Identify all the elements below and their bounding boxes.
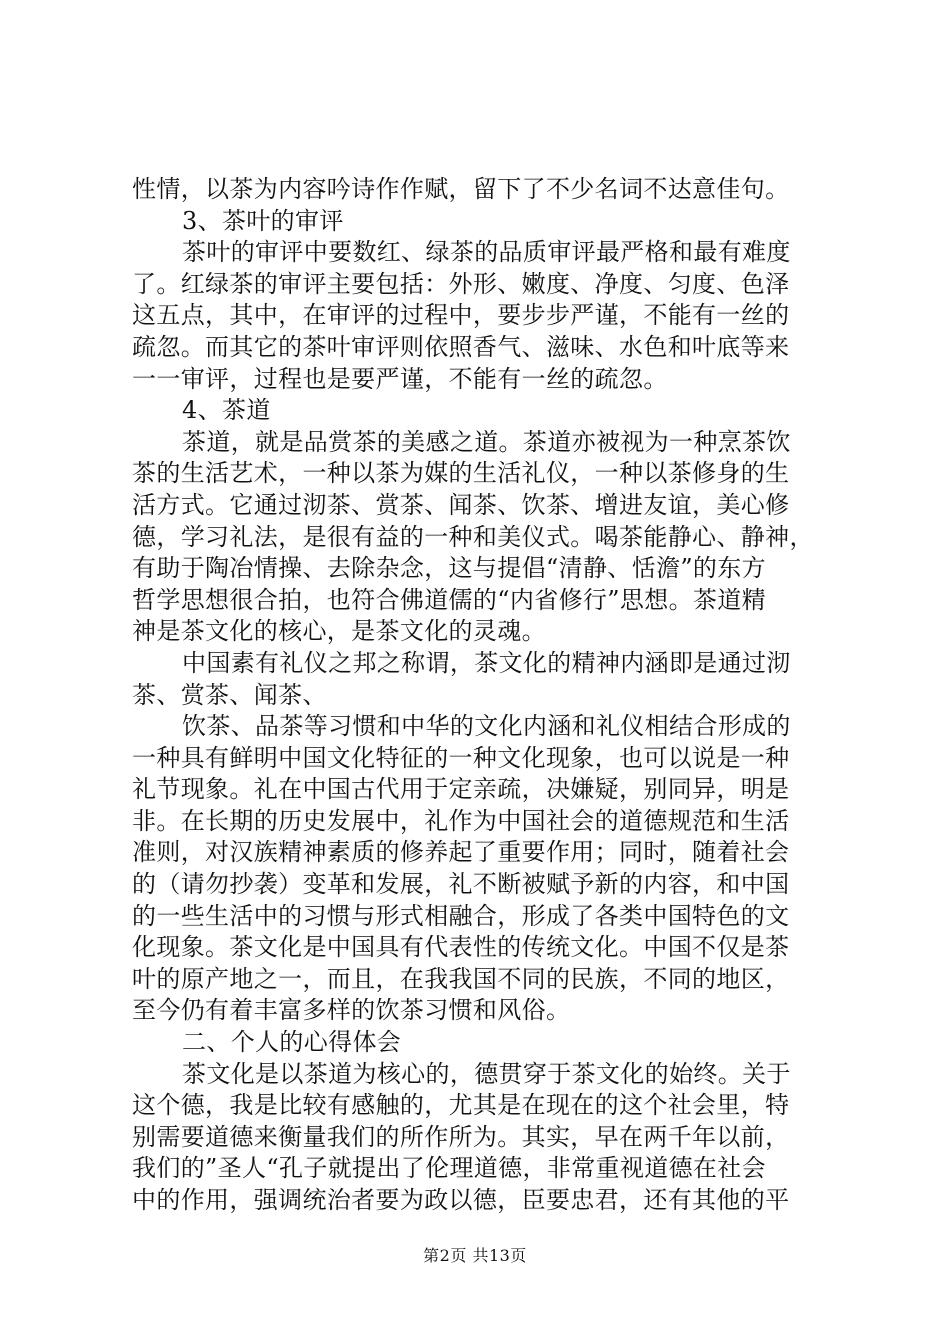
text-line: 的一些生活中的习惯与形式相融合，形成了各类中国特色的文	[132, 901, 790, 930]
text-line: 茶道，就是品赏茶的美感之道。茶道亦被视为一种烹茶饮	[182, 427, 791, 456]
text-line: 哲学思想很合拍，也符合佛道儒的“内省修行”思想。茶道精	[132, 585, 766, 614]
text-line: 中国素有礼仪之邦之称谓，茶文化的精神内涵即是通过沏	[182, 648, 791, 677]
text-line: 中的作用，强调统治者要为政以德，臣要忠君，还有其他的平	[132, 1186, 790, 1214]
text-line: 饮茶、品茶等习惯和中华的文化内涵和礼仪相结合形成的	[182, 712, 791, 741]
text-line: 茶的生活艺术，一种以茶为媒的生活礼仪，一种以茶修身的生	[132, 459, 790, 488]
text-line: 别需要道德来衡量我们的所作所为。其实，早在两千年以前，	[132, 1122, 790, 1151]
text-line: 我们的”圣人“孔子就提出了伦理道德，非常重视道德在社会	[132, 1154, 766, 1183]
text-line: 4、茶道	[182, 396, 271, 425]
text-line: 至今仍有着丰富多样的饮茶习惯和风俗。	[132, 996, 571, 1025]
text-line: 神是茶文化的核心，是茶文化的灵魂。	[132, 617, 546, 646]
text-line: 3、茶叶的审评	[182, 206, 344, 235]
text-line: 这个德，我是比较有感触的，尤其是在现在的这个社会里，特	[132, 1091, 790, 1120]
document-body	[132, 174, 832, 1217]
text-line: 一种具有鲜明中国文化特征的一种文化现象，也可以说是一种	[132, 743, 790, 772]
text-line: 准则，对汉族精神素质的修养起了重要作用；同时，随着社会	[132, 838, 790, 867]
text-line: 这五点，其中，在审评的过程中，要步步严谨，不能有一丝的	[132, 301, 790, 330]
text-line: 疏忽。而其它的茶叶审评则依照香气、滋味、水色和叶底等来	[132, 332, 790, 361]
text-line: 叶的原产地之一，而且，在我我国不同的民族，不同的地区，	[132, 964, 790, 993]
text-line: 了。红绿茶的审评主要包括：外形、嫩度、净度、匀度、色泽	[132, 269, 790, 298]
text-line: 活方式。它通过沏茶、赏茶、闻茶、饮茶、增进友谊，美心修	[132, 490, 790, 519]
text-line: 茶文化是以茶道为核心的，德贯穿于茶文化的始终。关于	[182, 1059, 791, 1088]
text-line: 德，学习礼法，是很有益的一种和美仪式。喝茶能静心、静神，	[132, 522, 814, 551]
text-line: 性情，以茶为内容吟诗作作赋，留下了不少名词不达意佳句。	[132, 175, 790, 203]
text-line: 茶叶的审评中要数红、绿茶的品质审评最严格和最有难度	[182, 238, 791, 267]
text-line: 一一审评，过程也是要严谨，不能有一丝的疏忽。	[132, 364, 668, 393]
text-line: 非。在长期的历史发展中，礼作为中国社会的道德规范和生活	[132, 806, 790, 835]
page-footer: 第2页 共13页	[423, 1246, 527, 1265]
text-line: 茶、赏茶、闻茶、	[132, 680, 327, 709]
text-line: 的（请勿抄袭）变革和发展，礼不断被赋予新的内容，和中国	[132, 870, 790, 899]
text-line: 二、个人的心得体会	[182, 1028, 402, 1057]
text-line: 化现象。茶文化是中国具有代表性的传统文化。中国不仅是茶	[132, 933, 790, 962]
text-line: 有助于陶冶情操、去除杂念，这与提倡“清静、恬澹”的东方	[132, 554, 766, 583]
text-line: 礼节现象。礼在中国古代用于定亲疏，决嫌疑，别同异，明是	[132, 775, 790, 804]
